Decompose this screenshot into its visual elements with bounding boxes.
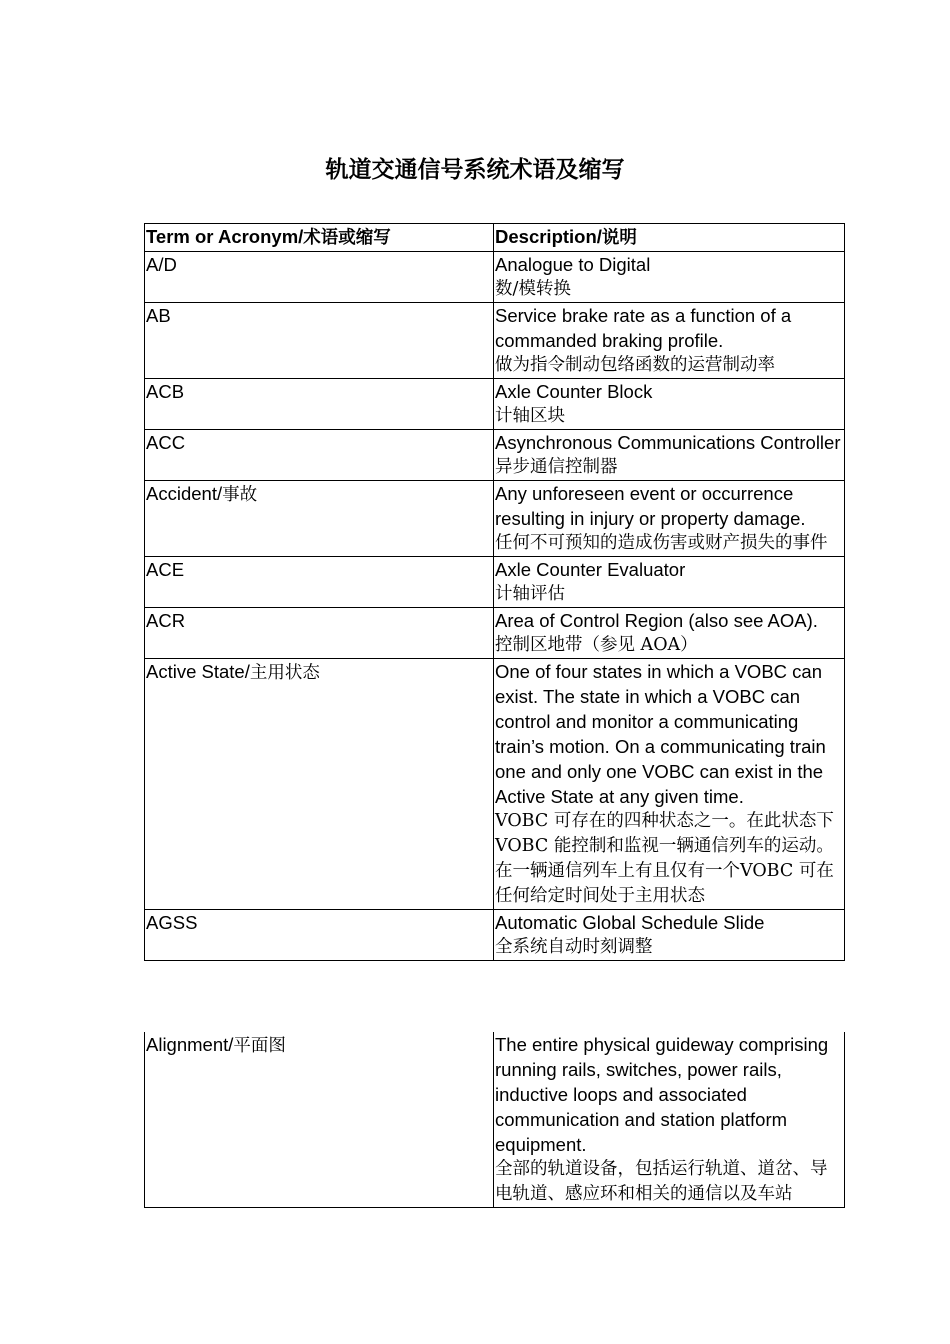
description-en: Area of Control Region (also see AOA). [495, 610, 818, 631]
table-row [145, 1032, 845, 1208]
term-column-header [145, 224, 494, 252]
term-en: ACR [146, 610, 186, 631]
description-cell [494, 557, 845, 608]
term-en: Accident/ [146, 483, 223, 504]
term-cell [145, 659, 494, 910]
table-row [145, 430, 845, 481]
description-zh: 计轴区块 [495, 406, 565, 426]
term-zh: 主用状态 [249, 663, 320, 683]
term-cell [145, 557, 494, 608]
description-en: Asynchronous Communications Controller [495, 432, 841, 453]
description-zh: 全系统自动时刻调整 [495, 937, 653, 957]
term-en: AB [146, 305, 171, 326]
term-header-en: Term or Acronym/ [146, 226, 304, 247]
description-cell [494, 303, 845, 379]
description-zh: 异步通信控制器 [495, 457, 618, 477]
description-cell [494, 1032, 845, 1208]
term-zh: 事故 [222, 485, 258, 505]
term-cell [145, 481, 494, 557]
description-zh: 控制区地带（参见 AOA） [495, 635, 698, 655]
desc-header-zh: 说明 [601, 228, 637, 248]
table-row [145, 659, 845, 910]
description-en: Any unforeseen event or occurrence resulting in injury or property damage. [495, 483, 806, 529]
term-header-zh: 术语或缩写 [303, 228, 391, 248]
document-title: 轨道交通信号系统术语及缩写 [325, 157, 625, 183]
description-cell [494, 481, 845, 557]
table-row [145, 481, 845, 557]
description-zh: VOBC 可存在的四种状态之一。在此状态下 VOBC 能控制和监视一辆通信列车的运动。在一辆通信列车上有且仅有一个VOBC 可在任何给定时间处于主用状态 [495, 811, 834, 906]
term-cell [145, 608, 494, 659]
description-cell [494, 430, 845, 481]
table-row [145, 252, 845, 303]
term-cell [145, 1032, 494, 1208]
glossary-table [144, 223, 845, 961]
table-row [145, 303, 845, 379]
term-en: Alignment/ [146, 1034, 234, 1055]
description-zh: 全部的轨道设备，包括运行轨道、道岔、导电轨道、感应环和相关的通信以及车站 [495, 1159, 828, 1204]
term-cell [145, 430, 494, 481]
description-zh: 计轴评估 [495, 584, 565, 604]
description-zh: 任何不可预知的造成伤害或财产损失的事件 [495, 533, 828, 553]
desc-header-en: Description/ [495, 226, 602, 247]
term-cell [145, 910, 494, 961]
description-en: Analogue to Digital [495, 254, 651, 275]
table-header-row [145, 224, 845, 252]
term-en: AGSS [146, 912, 198, 933]
table-row [145, 379, 845, 430]
description-en: The entire physical guideway comprising running rails, switches, power rails, inductive loops and associated communication and station platform equipment. [495, 1034, 829, 1155]
description-zh: 做为指令制动包络函数的运营制动率 [495, 355, 775, 375]
term-en: ACB [146, 381, 185, 402]
term-zh: 平面图 [233, 1036, 286, 1056]
description-en: Automatic Global Schedule Slide [495, 912, 765, 933]
term-cell [145, 379, 494, 430]
description-cell [494, 659, 845, 910]
term-cell [145, 252, 494, 303]
description-en: One of four states in which a VOBC can exist. The state in which a VOBC can control and monitor a communicating train’s motion. On a communicating train one and only one VOBC can exist in the Active State at any given time. [495, 661, 826, 807]
term-en: ACC [146, 432, 186, 453]
description-cell [494, 608, 845, 659]
term-en: Active State/ [146, 661, 250, 682]
description-cell [494, 379, 845, 430]
description-column-header [494, 224, 845, 252]
table-row [145, 910, 845, 961]
table-row [145, 557, 845, 608]
term-cell [145, 303, 494, 379]
term-en: ACE [146, 559, 185, 580]
table-row [145, 608, 845, 659]
glossary-table-continued [144, 1032, 845, 1208]
description-cell [494, 252, 845, 303]
term-en: A/D [146, 254, 177, 275]
description-zh: 数/模转换 [495, 279, 571, 299]
description-en: Axle Counter Block [495, 381, 653, 402]
description-en: Service brake rate as a function of a commanded braking profile. [495, 305, 792, 351]
description-en: Axle Counter Evaluator [495, 559, 686, 580]
description-cell [494, 910, 845, 961]
